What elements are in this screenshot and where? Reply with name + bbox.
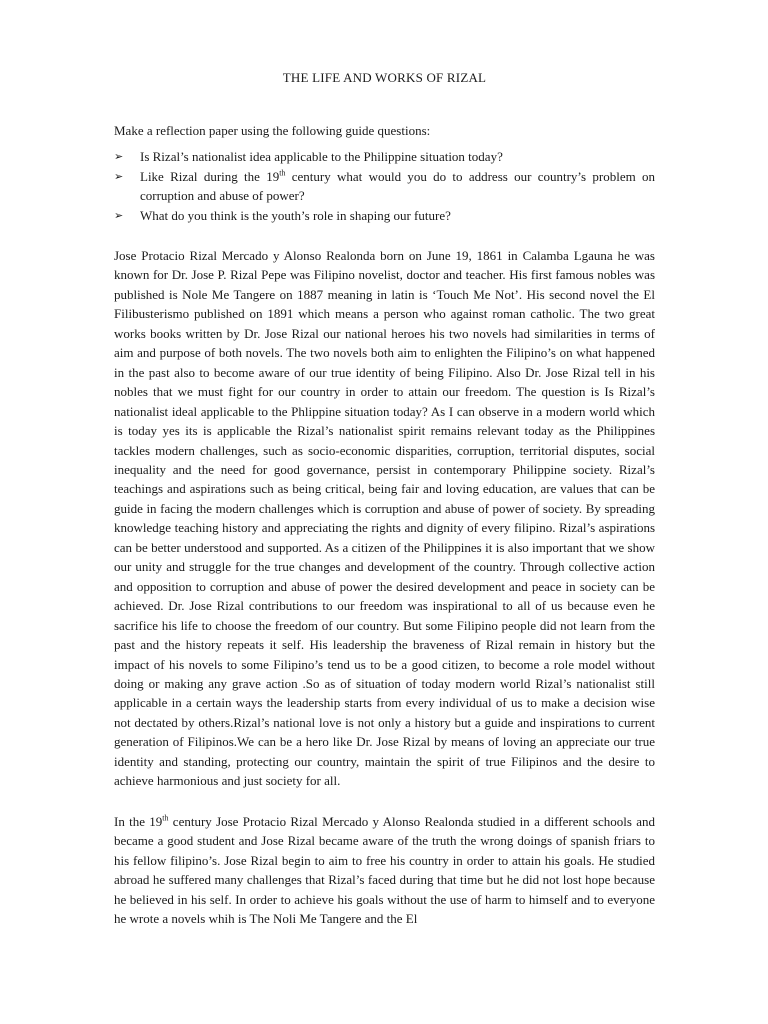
paragraph-2-suffix: century Jose Protacio Rizal Mercado y Alonso Realonda studied in a different schools and became a good student and Jose Rizal became aware of the truth the wrong doings of spanish friars to his fellow filipino’s. Jose Rizal begin to aim to free his country in order to attain his goals. He studied abroad he suffered many challenges that Rizal’s faced during that time but he did not lost hope because he believed in his self. In order to achieve his goals without the use of harm to himself and to everyone he wrote a novels whih is The Noli Me Tangere and the El	[114, 814, 655, 927]
guide-question-1	[114, 147, 655, 167]
guide-question-text-prefix: Like Rizal during the 19	[140, 168, 280, 184]
guide-question-2	[114, 167, 655, 206]
guide-question-3	[114, 206, 655, 226]
guide-question-text: What do you think is the youth’s role in shaping our future?	[140, 207, 451, 223]
body-paragraph-1: Jose Protacio Rizal Mercado y Alonso Realonda born on June 19, 1861 in Calamba Lgauna he was known for Dr. Jose P. Rizal Pepe was Filipino novelist, doctor and teacher. His first famous nobles was published is Nole Me Tangere on 1887 meaning in latin is ‘Touch Me Not’. His second novel the El Filibusterismo published on 1891 which means a person who against roman catholic. The two great works books written by Dr. Jose Rizal our national heroes his two novels had similarities in terms of aim and purpose of both novels. The two novels both aim to enlighten the Filipino’s on what happened in the past also to become aware of our true identity of being Filipino. Also Dr. Jose Rizal tell in his nobles that we must fight for our country in order to attain our freedom. The question is Is Rizal’s nationalist ideal applicable to the Phlippine situation today? As I can observe in a modern world which is today yes its is applicable the Rizal’s nationalist spirit remains relevant today as the Philippines tackles modern challenges, such as socio-economic disparities, corruption, territorial disputes, social inequality and the need for good governance, persist in contemporary Philippine society. Rizal’s teachings and aspirations such as being critical, being fair and loving education, are values that can be guide in facing the modern challenges which is corruption and abuse of power of society. By spreading knowledge teaching history and appreciating the rights and dignity of every filipino. Rizal’s aspirations can be better understood and supported. As a citizen of the Philippines it is also important that we show our unity and struggle for the true changes and development of the country. Through collective action and opposition to corruption and abuse of power the desired development and peace in society can be achieved. Dr. Jose Rizal contributions to our freedom was inspirational to all of us because even he sacrifice his life to choose the freedom of our country. But some Filipino people did not learn from the past and the history repeats it self. His leadership the braveness of Rizal remain in history but the impact of his novels to some Filipino’s tend us to be a good citizen, to become a role model without doing or making any grave action .So as of situation of today modern world Rizal’s nationalist still applicable in a certain ways the leadership starts from every individual of us to make a decision wise not dectated by others.Rizal’s national love is not only a history but a guide and inspirations to current generation of Filipinos.We can be a hero like Dr. Jose Rizal by means of loving an appreciate our true identity and standing, protecting our country, maintain the spirit of true Filipinos and the desire to achieve harmonious and just society for all.	[114, 248, 655, 789]
guide-question-text: Is Rizal’s nationalist idea applicable to the Philippine situation today?	[140, 149, 503, 164]
intro-text: Make a reflection paper using the following guide questions:	[114, 123, 431, 138]
document-title: THE LIFE AND WORKS OF RIZAL	[282, 70, 487, 85]
arrow-bullet-icon: ➢	[114, 169, 124, 183]
body-paragraph-2	[114, 812, 655, 929]
paragraph-2-prefix: In the 19	[114, 814, 163, 829]
superscript-th: th	[162, 813, 169, 823]
guide-question-text-suffix: century what would you do to address our country’s problem on corruption and abuse of power?	[140, 168, 655, 203]
arrow-bullet-icon: ➢	[114, 208, 124, 222]
superscript-th: th	[279, 168, 286, 178]
arrow-bullet-icon: ➢	[114, 150, 124, 163]
guide-questions-list	[114, 147, 655, 225]
